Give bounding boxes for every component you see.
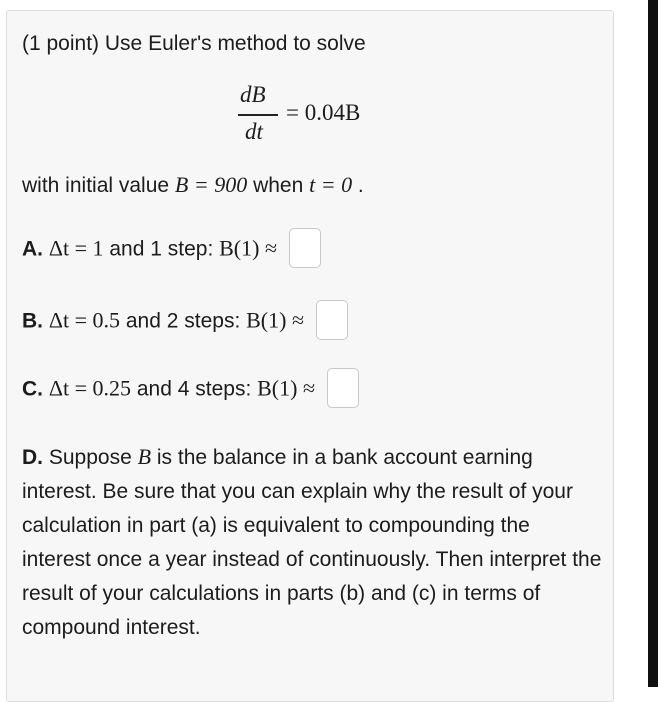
problem-header (22, 32, 366, 56)
part-b-steps: and 2 steps: (125, 309, 241, 333)
window-edge (648, 0, 658, 687)
part-b-answer-input[interactable] (316, 300, 348, 340)
part-c-target: B(1) ≈ (257, 375, 316, 401)
part-b-letter: B. (22, 309, 43, 333)
part-a-letter: A. (22, 237, 43, 261)
part-d-var: B (137, 444, 152, 469)
part-d-pre: Suppose (48, 446, 132, 469)
initial-t: t = 0 (309, 172, 353, 197)
part-c-delta: Δt = 0.25 (48, 375, 132, 401)
points-label: (1 point) (22, 32, 100, 55)
part-b-target: B(1) ≈ (246, 307, 305, 333)
part-d-text: is the balance in a bank account earning interest. Be sure that you can explain why the result of your calculation in part (a) is equivalent to compounding the interest once a year instead of continuously. Then interpret the result of your calculations in parts (b) and (c) in terms of compound interest. (22, 446, 602, 639)
initial-B: B = 900 (174, 172, 248, 197)
part-d (22, 440, 602, 645)
part-c-letter: C. (22, 377, 43, 401)
initial-end: . (357, 174, 364, 197)
equation-numerator: dB (240, 82, 266, 107)
part-c-answer-input[interactable] (327, 368, 359, 408)
fraction-bar (238, 114, 278, 116)
part-a-steps: and 1 step: (109, 237, 214, 261)
part-c (22, 370, 359, 410)
part-d-letter: D. (22, 446, 43, 469)
part-a (22, 230, 321, 270)
part-a-answer-input[interactable] (289, 228, 321, 268)
initial-when: when (253, 174, 304, 197)
equation-rhs: = 0.04B (286, 100, 361, 125)
part-c-steps: and 4 steps: (136, 377, 252, 401)
part-a-target: B(1) ≈ (219, 235, 278, 261)
instruction-text: Use Euler's method to solve (104, 32, 366, 55)
part-b (22, 302, 348, 342)
initial-condition (22, 172, 364, 198)
initial-prefix: with initial value (22, 174, 170, 197)
part-a-delta: Δt = 1 (48, 235, 104, 261)
part-b-delta: Δt = 0.5 (48, 307, 121, 333)
equation-denominator: dt (245, 119, 263, 144)
